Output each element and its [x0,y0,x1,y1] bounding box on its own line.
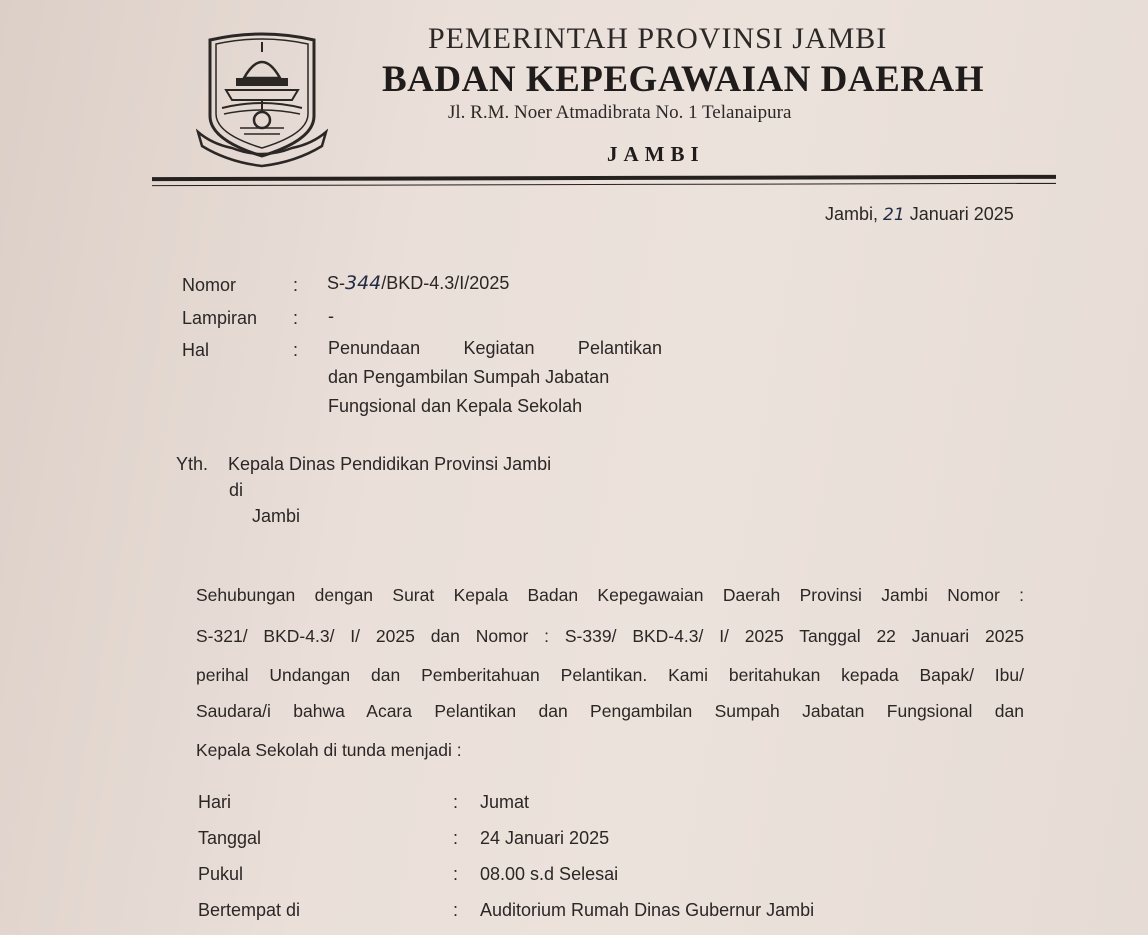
schedule-label-hari: Hari [198,792,232,812]
schedule-label-pukul: Pukul [198,864,244,884]
hal-colon: : [293,340,299,360]
schedule-colon-hari: : [453,792,459,812]
nomor-suffix: /BKD-4.3/I/2025 [381,273,510,293]
schedule-colon-tempat: : [453,900,459,920]
schedule-value-pukul: 08.00 s.d Selesai [480,864,619,884]
recipient-di: di [229,480,244,500]
schedule-colon-pukul: : [453,864,459,884]
letterhead-city: JAMBI [607,142,705,166]
date-day-handwritten: 21 [883,205,905,225]
schedule-value-tanggal: 24 Januari 2025 [480,828,610,848]
body-line-2: S-321/ BKD-4.3/ I/ 2025 dan Nomor : S-339/ BKD-4.3/ I/ 2025 Tanggal 22 Januari 2025 [196,626,1024,646]
hal-line-3: Fungsional dan Kepala Sekolah [328,396,583,416]
letterhead-divider-thin [152,183,1056,186]
schedule-label-tempat: Bertempat di [198,900,301,920]
letterhead-divider-thick [152,175,1056,181]
agency-address: Jl. R.M. Noer Atmadibrata No. 1 Telanaipura [448,102,792,123]
body-line-3: perihal Undangan dan Pemberitahuan Pelantikan. Kami beritahukan kepada Bapak/ Ibu/ [196,665,1024,685]
hal-label: Hal [182,340,210,360]
schedule-colon-tanggal: : [453,828,459,848]
schedule-label-tanggal: Tanggal [198,828,262,848]
recipient-name: Kepala Dinas Pendidikan Provinsi Jambi [228,454,552,474]
schedule-value-hari: Jumat [480,792,530,812]
lampiran-label: Lampiran [182,308,258,328]
date-month-year: Januari 2025 [909,204,1014,224]
government-heading: PEMERINTAH PROVINSI JAMBI [428,22,888,55]
body-line-1: Sehubungan dengan Surat Kepala Badan Kepegawaian Daerah Provinsi Jambi Nomor : [196,585,1024,605]
date-place: Jambi, [825,204,879,224]
nomor-label: Nomor [182,275,237,295]
nomor-value [327,272,509,294]
recipient-salutation: Yth. [176,454,209,474]
recipient-city: Jambi [252,506,301,526]
nomor-handwritten-number: 344 [345,272,382,294]
lampiran-colon: : [293,308,299,328]
hal-line-2: dan Pengambilan Sumpah Jabatan [328,367,610,387]
nomor-prefix: S- [327,273,345,293]
schedule-value-tempat: Auditorium Rumah Dinas Gubernur Jambi [480,900,815,920]
body-line-5: Kepala Sekolah di tunda menjadi : [196,740,462,760]
body-line-4: Saudara/i bahwa Acara Pelantikan dan Pengambilan Sumpah Jabatan Fungsional dan [196,701,1024,721]
agency-heading: BADAN KEPEGAWAIAN DAERAH [382,59,984,100]
provincial-emblem-logo [196,28,328,170]
lampiran-value: - [328,306,334,326]
nomor-colon: : [293,275,299,295]
hal-line-1: Penundaan Kegiatan Pelantikan [328,338,662,358]
letter-date [825,204,1014,225]
